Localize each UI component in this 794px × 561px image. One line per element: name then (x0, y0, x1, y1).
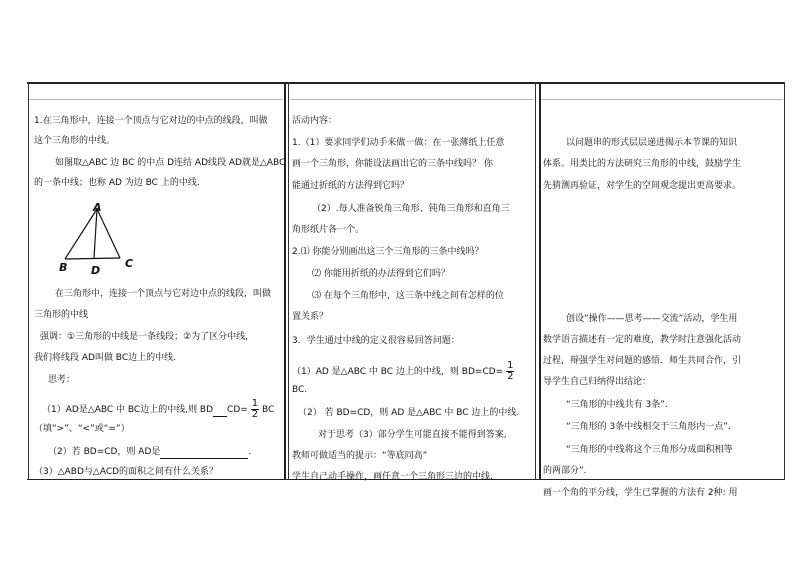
header-cell-3 (541, 84, 783, 100)
question-1-tail: BC (261, 405, 275, 415)
table-border-right (784, 82, 785, 480)
answer-fraction-half (506, 361, 514, 382)
emphasis-line-1: 强调：①三角形的中线是一条线段；②为了区分中线， (40, 332, 255, 342)
column-divider-1 (284, 82, 286, 480)
activity-1-line-3: 能通过折纸的方法得到它吗？ (292, 181, 410, 191)
student-operation: 学生自己动手操作，画任意一个三角形三边的中线, (292, 472, 493, 482)
conclusion-2: “三角形的 3条中线相交于三角形内一点”. (566, 422, 731, 432)
intent-2-line-1: 创设“操作——思考——交流”活动，学生用 (566, 314, 738, 324)
definition-2-line-2: 三角形的中线 (34, 310, 89, 320)
vertex-label-a: A (93, 201, 102, 214)
vertex-label-b: B (59, 261, 68, 274)
conclusion-1: “三角形的中线共有 3条”. (566, 400, 668, 410)
intent-1-line-3: 先猜测再验证，对学生的空间观念提出更高要求。 (543, 181, 742, 191)
answer-blank-1 (213, 405, 227, 417)
activity-2-line-2: ⑵ 你能用折纸的办法得到它们吗？ (312, 269, 450, 279)
conclusion-3-line-1: “三角形的中线将这个三角形分成面积相等 (566, 445, 733, 455)
question-3: （3）△ABD与△ACD的面积之间有什么关系？ (34, 467, 219, 477)
conclusion-3-line-2: 的两部分”. (543, 466, 587, 476)
activity-1-line-1: 1.（1）要求同学们动手来做一做：在一张薄纸上任意 (292, 138, 505, 148)
question-2: （2）若 BD=CD，则 AD是 . (48, 447, 252, 457)
question-1-text: （1）AD是△ABC 中 BC边上的中线,则 BD (42, 405, 214, 415)
header-cell-2 (290, 84, 534, 100)
answer-fraction-denominator: 2 (507, 371, 514, 382)
vertex-label-c: C (125, 257, 134, 270)
definition-line-2: 这个三角形的中线。 (34, 136, 116, 146)
intent-2-line-3: 过程，辩强学生对问题的感悟．师生共同合作，引 (543, 356, 742, 366)
header-cell-1 (29, 84, 283, 100)
fraction-denominator: 2 (251, 409, 259, 420)
median-ad (94, 209, 97, 258)
intent-1-line-1: 以问题串的形式层层递进揭示本节课的知识 (566, 138, 738, 148)
think-heading: 思考： (48, 375, 76, 385)
answer-blank-2 (160, 447, 248, 459)
teacher-hint-line-2: 教师可做适当的提示：“等底同高” (292, 451, 428, 461)
answer-fraction-numerator: 1 (507, 360, 514, 371)
triangle-side-ac (97, 209, 120, 258)
column-divider-2-inner (539, 82, 541, 480)
question-1-equals: CD= (227, 405, 248, 415)
activity-3-answer-1 (292, 361, 514, 382)
definition-2-line-1: 在三角形中，连接一个顶点与它对边中点的线段，叫做 (55, 289, 272, 299)
column-divider-1-inner (288, 82, 289, 480)
example-line-2: 的一条中线；也称 AD 为边 BC 上的中线. (34, 178, 200, 188)
triangle-side-bc (65, 258, 120, 259)
activity-1-line-2: 画一个三角形，你能设法画出它的三条中线吗？ 你 (292, 159, 493, 169)
activity-3-heading: 3．学生通过中线的定义很容易回答问题： (292, 336, 460, 346)
intent-1-line-2: 体系。用类比的方法研究三角形的中线，鼓励学生 (543, 159, 742, 169)
fill-instruction: （填“>”、“<”或“=”） (34, 424, 130, 434)
activity-2-line-1: 2.⑴ 你能分别画出这三个三角形的三条中线吗？ (292, 247, 484, 257)
question-2-text: （2）若 BD=CD，则 AD是 (48, 447, 161, 457)
example-line-1: 如图取△ABC 边 BC 的中点 D连结 AD线段 AD就是△ABC (55, 158, 286, 168)
triangle-side-ab (65, 209, 97, 259)
angle-bisector-note: 画一个角的平分线，学生已掌握的方法有 2种: 用 (543, 488, 738, 498)
intent-2-line-4: 导学生自己归纳得出结论： (543, 377, 652, 387)
midpoint-label-d: D (91, 264, 101, 277)
activity-3-answer-1-tail: BC. (292, 385, 308, 395)
teacher-hint-line-1: 对于思考（3）部分学生可能直接不能得到答案, (318, 430, 507, 440)
question-1 (42, 399, 274, 420)
activity-heading: 活动内容： (292, 116, 338, 126)
activity-2-line-3: ⑶ 在每个三角形中，这三条中线之间有怎样的位 (312, 291, 504, 301)
intent-2-line-2: 数学语言描述有一定的难度，教学时注意强化活动 (543, 335, 742, 345)
emphasis-line-2: 我们将线段 AD叫做 BC边上的中线. (34, 353, 176, 363)
table-border-left (28, 82, 29, 480)
answer-1-text: （1）AD 是△ABC 中 BC 边上的中线，则 BD=CD= (292, 367, 504, 377)
activity-1-line-5: 角形纸片各一个。 (292, 225, 365, 235)
fraction-numerator: 1 (251, 398, 259, 409)
activity-2-line-4: 置关系？ (292, 312, 329, 322)
definition-line-1: 1.在三角形中，连接一个顶点与它对边的中点的线段，叫做 (34, 116, 268, 126)
fraction-half (251, 399, 259, 420)
activity-1-line-4: （2）.每人准备锐角三角形、钝角三角形和直角三 (312, 204, 510, 214)
column-divider-2 (535, 82, 536, 480)
activity-3-answer-2: （2） 若 BD=CD，则 AD 是△ABC 中 BC 边上的中线. (298, 408, 520, 418)
